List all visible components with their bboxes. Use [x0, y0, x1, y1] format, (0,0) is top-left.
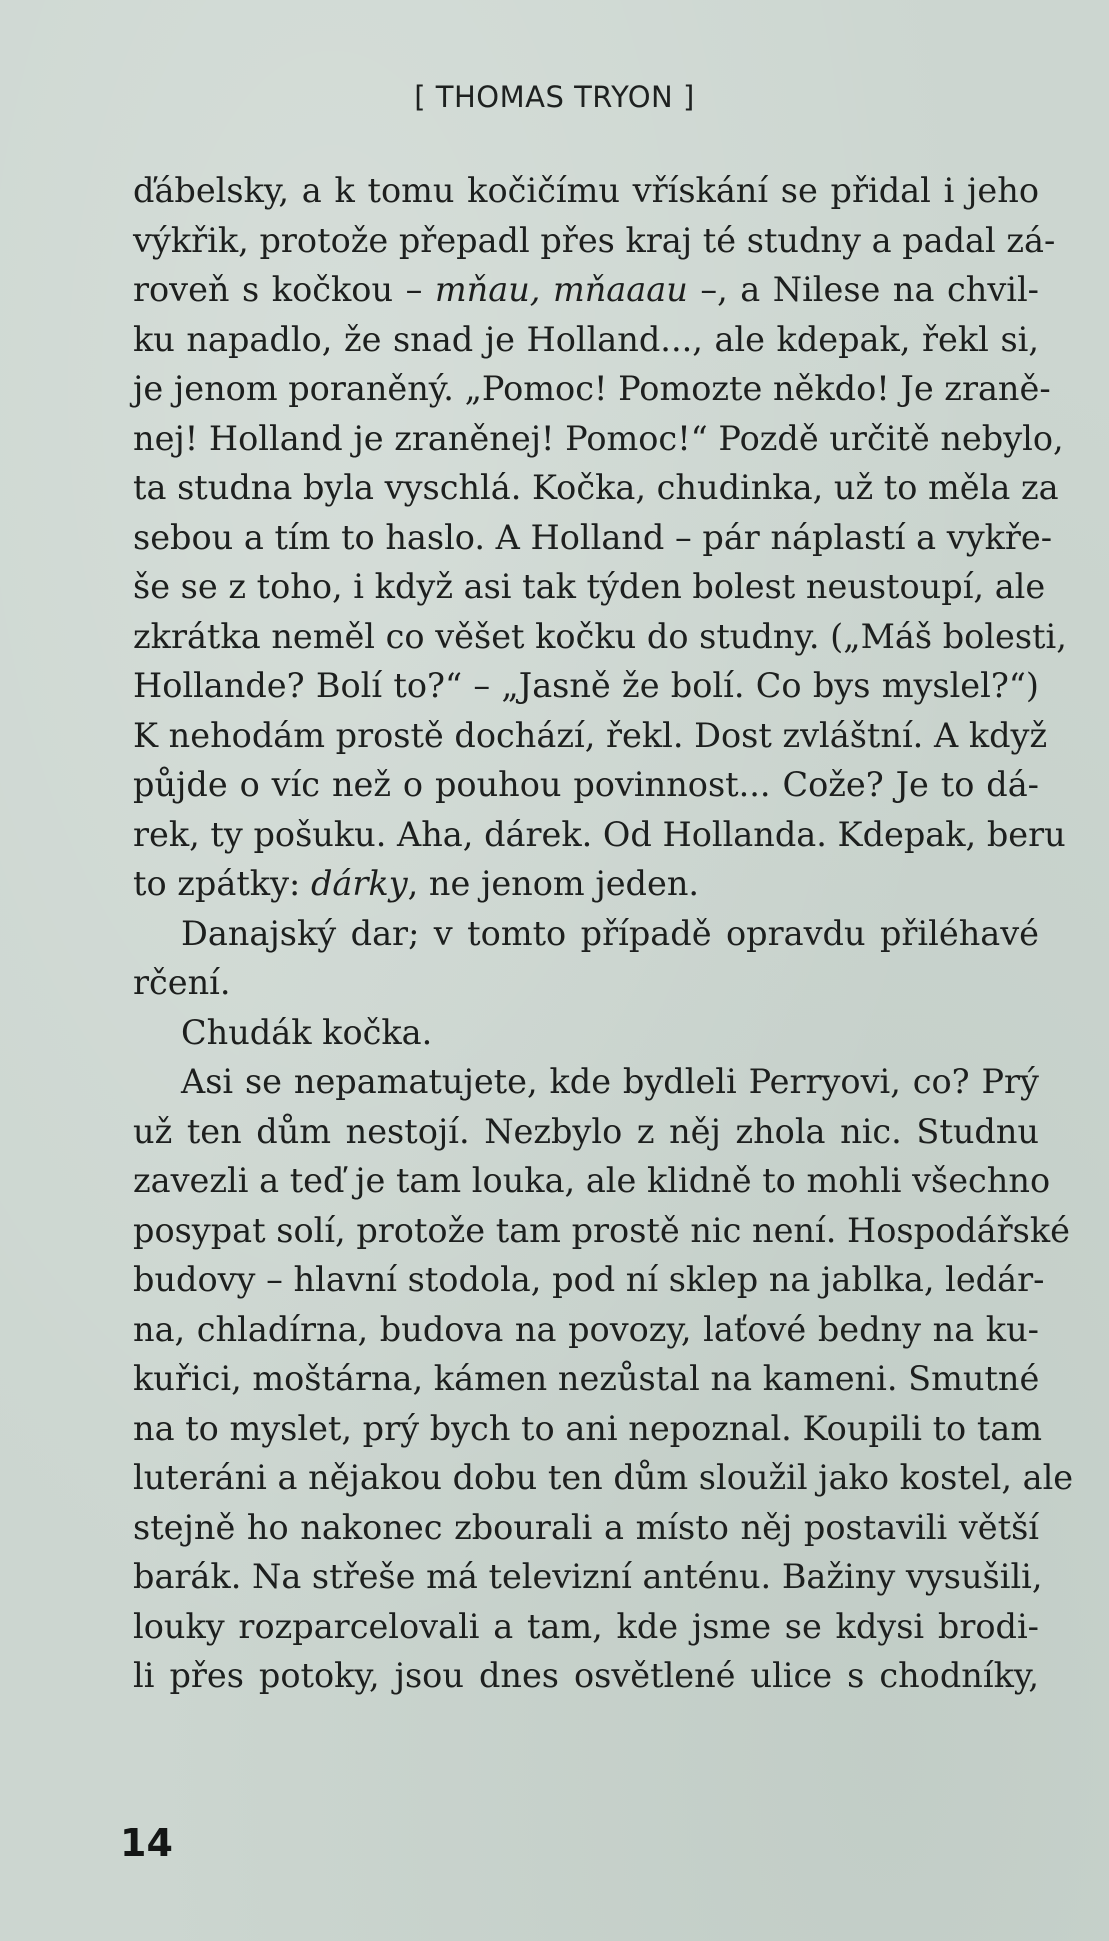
- text-line: výkřik, protože přepadl přes kraj té studny a padal zá-: [133, 220, 1056, 260]
- text-line: K nehodám prostě dochází, řekl. Dost zvláštní. A když: [133, 715, 1048, 755]
- running-head: [ THOMAS TRYON ]: [414, 80, 695, 114]
- text-line: [133, 265, 1039, 315]
- page-number: 14: [120, 1821, 173, 1865]
- text-line: Danajský dar; v tomto případě opravdu přiléhavé: [181, 913, 1039, 953]
- text-line: rek, ty pošuku. Aha, dárek. Od Hollanda. Kdepak, beru: [133, 814, 1066, 854]
- text-line: louky rozparcelovali a tam, kde jsme se kdysi brodi-: [133, 1606, 1039, 1646]
- text-line: ku napadlo, že snad je Holland..., ale kdepak, řekl si,: [133, 319, 1039, 359]
- text-line: luteráni a nějakou dobu ten dům sloužil jako kostel, ale: [133, 1458, 1074, 1497]
- text-run: , ne jenom jeden.: [407, 864, 700, 903]
- body-text: [133, 166, 1074, 1701]
- text-line: Hollande? Bolí to?“ – „Jasně že bolí. Co bys myslel?“): [133, 666, 1039, 705]
- text-line: li přes potoky, jsou dnes osvětlené ulice s chodníky,: [133, 1656, 1039, 1695]
- text-line: zkrátka neměl co věšet kočku do studny. („Máš bolesti,: [133, 616, 1067, 656]
- text-line: je jenom poraněný. „Pomoc! Pomozte někdo! Je zraně-: [133, 369, 1051, 408]
- text-line: posypat solí, protože tam prostě nic není. Hospodářské: [133, 1210, 1070, 1250]
- text-line: Chudák kočka.: [181, 1012, 433, 1052]
- text-line: stejně ho nakonec zbourali a místo něj postavili větší: [133, 1507, 1039, 1547]
- text-line: kuřici, moštárna, kámen nezůstal na kameni. Smutné: [133, 1359, 1040, 1398]
- text-line: še se z toho, i když asi tak týden bolest neustoupí, ale: [133, 567, 1046, 606]
- text-line: už ten dům nestojí. Nezbylo z něj zhola nic. Studnu: [133, 1111, 1039, 1151]
- text-line: ďábelsky, a k tomu kočičímu vřískání se přidal i jeho: [133, 171, 1039, 210]
- text-run: roveň s kočkou –: [133, 270, 435, 309]
- italic-run: mňau, mňaaau: [434, 270, 688, 309]
- text-run: –, a Nilese na chvil-: [687, 270, 1039, 309]
- italic-run: dárky: [310, 864, 408, 903]
- text-line: rčení.: [133, 963, 231, 1002]
- text-line: sebou a tím to haslo. A Holland – pár náplastí a vykře-: [133, 517, 1053, 557]
- text-line: nej! Holland je zraněnej! Pomoc!“ Pozdě určitě nebylo,: [133, 418, 1064, 458]
- text-line: zavezli a teď je tam louka, ale klidně to mohli všechno: [133, 1161, 1051, 1200]
- text-run: to zpátky:: [133, 864, 311, 903]
- text-line: ta studna byla vyschlá. Kočka, chudinka, už to měla za: [133, 468, 1059, 507]
- text-line: barák. Na střeše má televizní anténu. Bažiny vysušili,: [133, 1557, 1043, 1596]
- text-line: [133, 859, 1039, 909]
- text-line: na, chladírna, budova na povozy, laťové bedny na ku-: [133, 1309, 1039, 1349]
- text-line: budovy – hlavní stodola, pod ní sklep na jablka, ledár-: [133, 1260, 1045, 1299]
- text-line: na to myslet, prý bych to ani nepoznal. Koupili to tam: [133, 1408, 1043, 1448]
- text-line: Asi se nepamatujete, kde bydleli Perryovi, co? Prý: [181, 1062, 1039, 1101]
- text-line: půjde o víc než o pouhou povinnost... Cože? Je to dá-: [133, 765, 1039, 804]
